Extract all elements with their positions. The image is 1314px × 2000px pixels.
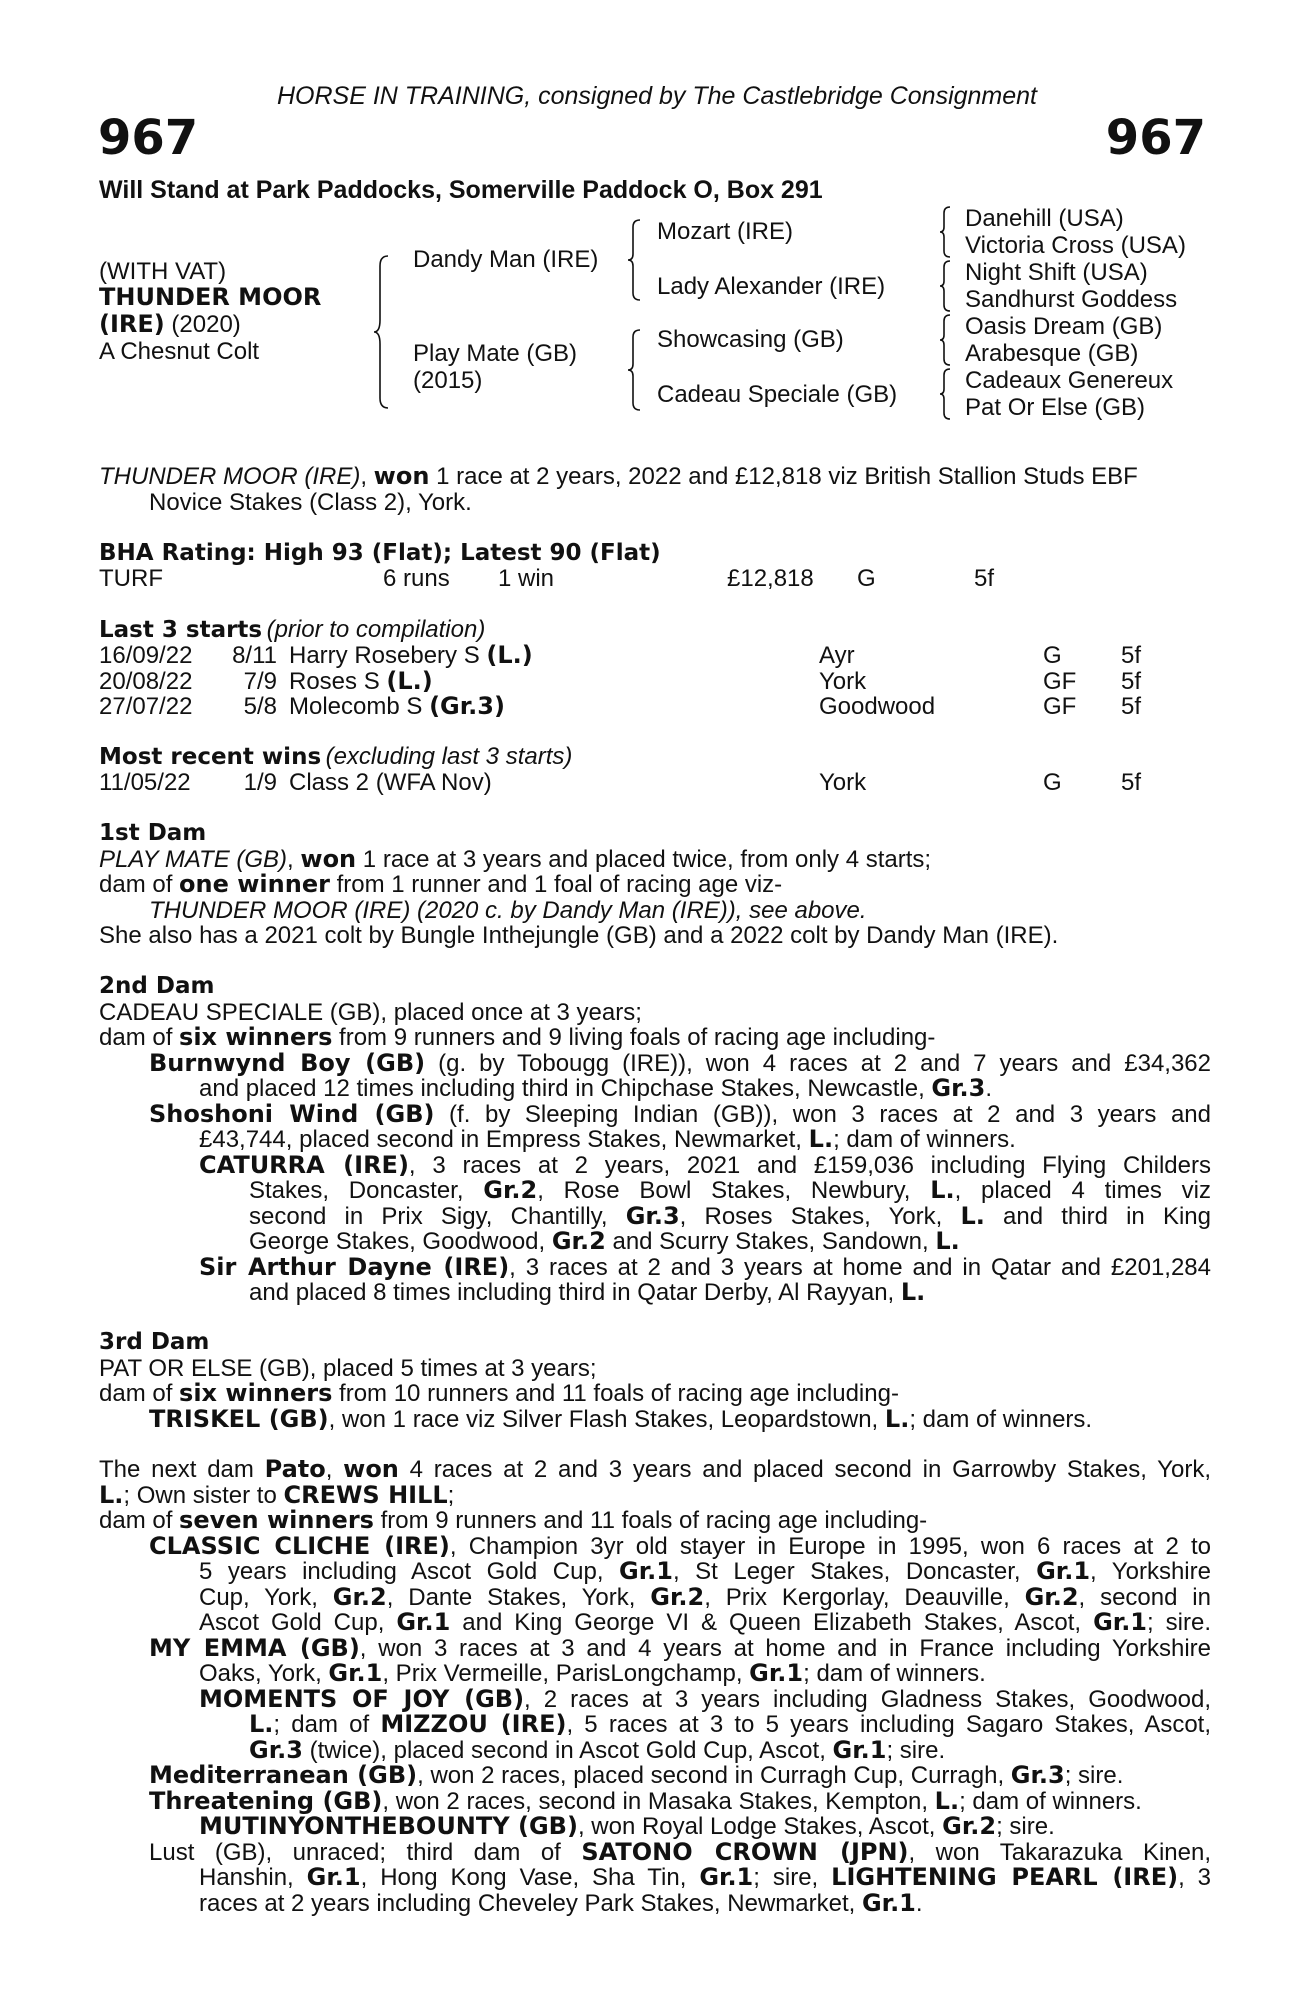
run-position: 5/8 (243, 693, 277, 720)
grade: Gr.1 (1093, 1608, 1148, 1636)
text: and placed 8 times including third in Qatar Derby, Al Rayyan, (249, 1279, 901, 1306)
run-race-name: Class 2 (WFA Nov) (289, 769, 492, 796)
run-date: 20/08/22 (99, 667, 193, 695)
grade: Gr.1 (699, 1863, 754, 1891)
first-dam-winners: one winner (179, 870, 330, 898)
produce-entry (99, 1786, 1211, 1815)
run-race-grade: (L.) (386, 666, 433, 695)
recent-wins-table (99, 770, 1161, 796)
second-dam-name: CADEAU SPECIALE (GB), placed once at 3 years; (99, 998, 642, 1026)
text: (twice), placed second in Ascot Gold Cup, Ascot, (302, 1736, 833, 1764)
third-dam-heading: 3rd Dam (99, 1329, 210, 1355)
produce-entry (99, 1099, 1211, 1128)
horse-name-line2 (99, 311, 241, 338)
run-date: 16/09/22 (99, 642, 193, 669)
brace-horse (372, 254, 392, 410)
run-race-grade: (Gr.3) (429, 692, 505, 720)
text: , Dante Stakes, York, (386, 1583, 651, 1611)
pedigree-g1: Danehill (USA) (965, 205, 1124, 232)
run-going: GF (1043, 667, 1077, 695)
text: ; sire, (753, 1864, 832, 1891)
text: from 1 runner and 1 foal of racing age viz- (329, 871, 783, 898)
pedigree-g2: Victoria Cross (USA) (965, 232, 1186, 259)
pedigree-g5: Oasis Dream (GB) (965, 313, 1163, 340)
vat-label: (WITH VAT) (99, 258, 227, 285)
text: , won 3 races at 3 and 4 years at home and in France including Yorkshire (359, 1634, 1212, 1662)
run-distance: 5f (1121, 667, 1142, 695)
horse-country: (IRE) (99, 310, 165, 338)
grade: L. (249, 1710, 274, 1738)
text: , St Leger Stakes, Doncaster, (672, 1558, 1037, 1585)
text: , won 2 races, placed second in Curragh Cup, Curragh, (417, 1762, 1011, 1789)
summary-line2: Novice Stakes (Class 2), York. (149, 488, 472, 516)
rating-runs: 6 runs (383, 565, 450, 592)
text: , 3 races at 2 years, 2021 and £159,036 including Flying Childers (408, 1151, 1211, 1179)
produce-entry (99, 1404, 1211, 1433)
first-dam-won: won (300, 844, 357, 873)
text: ; sire. (1064, 1762, 1124, 1789)
grade: Gr.1 (306, 1863, 361, 1891)
run-position: 8/11 (232, 642, 277, 669)
text: , won Royal Lodge Stakes, Ascot, (577, 1813, 943, 1840)
text: , Prix Kergorlay, Deauville, (704, 1583, 1025, 1611)
run-position: 1/9 (243, 769, 277, 796)
text: The next dam (99, 1456, 265, 1483)
text: . (985, 1075, 993, 1102)
second-dam-heading: 2nd Dam (99, 973, 215, 999)
stand-location: Will Stand at Park Paddocks, Somerville Paddock O, Box 291 (99, 176, 823, 204)
grade: Gr.3 (931, 1074, 986, 1102)
third-dam-section (99, 1330, 1211, 1432)
pedigree-dam: Play Mate (GB) (413, 340, 578, 367)
text: and Scurry Stakes, Sandown, (605, 1228, 936, 1255)
text: , Prix Vermeille, ParisLongchamp, (382, 1660, 750, 1687)
run-going: G (1043, 769, 1062, 796)
next-dam-winners: seven winners (179, 1506, 374, 1534)
text: ; dam of winners. (909, 1405, 1093, 1433)
third-dam-name: PAT OR ELSE (GB), placed 5 times at 3 years; (99, 1354, 597, 1382)
first-dam-section (99, 821, 1211, 949)
grade: Gr.1 (396, 1608, 451, 1636)
run-course: Ayr (819, 642, 855, 669)
pedigree-g3: Night Shift (USA) (965, 259, 1148, 286)
brace-sire (626, 218, 644, 302)
brace-g1 (938, 205, 954, 259)
grade: Gr.2 (332, 1582, 387, 1611)
text: Lust (GB), unraced; third dam of (149, 1838, 582, 1866)
grade: L. (99, 1480, 124, 1509)
last3-heading (99, 617, 485, 643)
produce-entry (99, 1531, 1212, 1560)
pedigree-g6: Arabesque (GB) (965, 340, 1139, 367)
text: 4 races at 2 and 3 years and placed second in Garrowby Stakes, York, (398, 1456, 1211, 1483)
brace-g3 (938, 313, 954, 367)
text: and placed 12 times including third in Chipchase Stakes, Newcastle, (199, 1075, 932, 1102)
second-dam-winners: six winners (179, 1023, 333, 1051)
text: dam of (99, 1507, 180, 1534)
produce-name: CLASSIC CLICHE (IRE) (149, 1531, 450, 1560)
text: , won 2 races, second in Masaka Stakes, Kempton, (382, 1787, 935, 1815)
text: from 9 runners and 11 foals of racing age including- (373, 1507, 928, 1534)
run-date: 27/07/22 (99, 693, 193, 720)
run-race-name: Roses S (289, 667, 380, 695)
produce-entry (99, 1763, 1211, 1789)
grade: Gr.2 (483, 1176, 538, 1204)
first-dam-record: 1 race at 3 years and placed twice, from only 4 starts; (356, 845, 932, 873)
text: , Yorkshire (1090, 1558, 1211, 1585)
text: ; sire. (1147, 1609, 1212, 1636)
text: second in Prix Sigy, Chantilly, (249, 1202, 626, 1230)
table-row (99, 669, 1161, 695)
produce-entry (99, 1048, 1212, 1077)
brace-g4 (938, 367, 954, 421)
run-race (289, 694, 819, 720)
text: (f. by Sleeping Indian (GB)), won 3 races at 2 and 3 years and (434, 1100, 1211, 1128)
text: Stakes, Doncaster, (249, 1177, 484, 1204)
produce-entry (99, 1814, 1211, 1840)
run-race-name: Harry Rosebery S (289, 642, 480, 669)
grade: Gr.1 (832, 1735, 887, 1764)
text: ; dam of (273, 1711, 381, 1738)
text: ; Own sister to (123, 1481, 284, 1509)
produce-entry (99, 1837, 1211, 1866)
second-dam-section (99, 974, 1211, 1306)
grade: Gr.2 (942, 1812, 997, 1840)
pedigree-dam-sire: Showcasing (GB) (657, 326, 844, 353)
text: from 10 runners and 11 foals of racing age including- (332, 1380, 899, 1407)
separator: , (287, 845, 301, 873)
text: ; sire. (886, 1736, 946, 1764)
run-distance: 5f (1121, 769, 1142, 796)
brace-dam (626, 328, 644, 412)
grade: Gr.3 (1010, 1761, 1065, 1789)
separator: , (325, 1456, 344, 1483)
produce-name: TRISKEL (GB) (149, 1404, 329, 1433)
grade: L. (900, 1278, 926, 1306)
horse-name: THUNDER MOOR (99, 283, 322, 311)
last3-table (99, 643, 1161, 720)
run-race (289, 643, 819, 669)
grade: L. (808, 1125, 834, 1153)
text: , second in (1078, 1583, 1211, 1611)
rating-distance: 5f (974, 565, 995, 592)
text: ; dam of winners. (803, 1660, 986, 1687)
text: , placed 4 times viz (954, 1177, 1211, 1204)
text: Oaks, York, (199, 1660, 329, 1687)
text: , Hong Kong Vase, Sha Tin, (360, 1864, 700, 1891)
first-dam-produce: THUNDER MOOR (IRE) (2020 c. by Dandy Man (IRE)), see above. (149, 896, 867, 924)
pedigree-sire: Dandy Man (IRE) (413, 246, 599, 273)
table-row (99, 770, 1161, 796)
run-race-grade: (L.) (486, 641, 533, 669)
grade: Gr.2 (1024, 1582, 1079, 1611)
grade: Gr.1 (1036, 1557, 1091, 1585)
run-going: GF (1043, 693, 1077, 720)
text: , Roses Stakes, York, (679, 1202, 961, 1230)
lot-number-left: 967 (98, 110, 199, 166)
sibling-name: CREWS HILL (283, 1480, 448, 1509)
pedigree-sire-sire: Mozart (IRE) (657, 218, 794, 245)
grade: Gr.1 (861, 1888, 916, 1917)
pedigree-dam-dam: Cadeau Speciale (GB) (657, 381, 898, 408)
text: Cup, York, (199, 1583, 333, 1611)
recent-heading-bold: Most recent wins (99, 744, 322, 770)
grade: L. (935, 1227, 960, 1255)
grade: L. (934, 1786, 960, 1815)
produce-name: MIZZOU (IRE) (380, 1710, 567, 1738)
first-dam-note: She also has a 2021 colt by Bungle Inthejungle (GB) and a 2022 colt by Dandy Man (IRE). (99, 922, 1059, 949)
grade: L. (960, 1201, 985, 1230)
run-race-name: Molecomb S (289, 693, 423, 720)
rating-earnings: £12,818 (727, 565, 814, 592)
text: . (915, 1889, 923, 1917)
text: dam of (99, 1024, 180, 1051)
recent-wins-heading (99, 744, 572, 770)
text: ; (447, 1481, 455, 1509)
run-date: 11/05/22 (99, 769, 191, 796)
text: dam of (99, 871, 180, 898)
recent-heading-note: (excluding last 3 starts) (325, 743, 573, 770)
run-race (289, 666, 819, 695)
produce-name: MOMENTS OF JOY (GB) (199, 1684, 525, 1713)
grade: Gr.3 (625, 1201, 680, 1230)
produce-name: Sir Arthur Dayne (IRE) (199, 1252, 510, 1281)
produce-name: Threatening (GB) (149, 1786, 383, 1815)
text: from 9 runners and 9 living foals of racing age including- (332, 1024, 936, 1051)
text: 5 years including Ascot Gold Cup, (199, 1558, 620, 1585)
grade: Gr.3 (249, 1735, 303, 1764)
produce-name: SATONO CROWN (JPN) (581, 1837, 909, 1866)
text: and King George VI & Queen Elizabeth Stakes, Ascot, (450, 1609, 1094, 1636)
first-dam-name: PLAY MATE (GB) (99, 845, 288, 873)
grade: Gr.1 (619, 1557, 673, 1585)
text: , 2 races at 3 years including Gladness Stakes, Goodwood, (524, 1685, 1211, 1713)
run-going: G (1043, 642, 1062, 669)
grade: L. (930, 1176, 955, 1204)
text: , 5 races at 3 to 5 years including Sagaro Stakes, Ascot, (566, 1711, 1212, 1738)
text: ; dam of winners. (959, 1787, 1142, 1815)
pedigree-g8: Pat Or Else (GB) (965, 394, 1146, 421)
text: , won 1 race viz Silver Flash Stakes, Leopardstown, (328, 1405, 885, 1433)
text: (g. by Tobougg (IRE)), won 4 races at 2 and 7 years and £34,362 (425, 1049, 1212, 1077)
pedigree-dam-year: (2015) (413, 367, 483, 394)
pedigree-g7: Cadeaux Genereux (965, 367, 1174, 394)
text: Ascot Gold Cup, (199, 1609, 397, 1636)
horse-description: A Chesnut Colt (99, 338, 260, 365)
produce-entry (99, 1633, 1212, 1662)
summary-horse-name: THUNDER MOOR (IRE) (99, 463, 361, 490)
run-course: Goodwood (819, 693, 936, 720)
produce-name: Burnwynd Boy (GB) (149, 1048, 426, 1077)
produce-name: LIGHTENING PEARL (IRE) (831, 1863, 1179, 1891)
grade: Gr.2 (551, 1227, 606, 1255)
text: dam of (99, 1380, 180, 1407)
run-distance: 5f (1121, 642, 1142, 669)
produce-entry (99, 1684, 1211, 1713)
produce-entry (99, 1252, 1212, 1281)
rating-going: G (857, 565, 876, 592)
text: , Rose Bowl Stakes, Newbury, (537, 1177, 931, 1204)
horse-year: (2020) (164, 311, 241, 338)
produce-name: MY EMMA (GB) (149, 1633, 360, 1662)
produce-name: MUTINYONTHEBOUNTY (GB) (199, 1812, 578, 1840)
table-row (99, 694, 1161, 720)
text: , 3 races at 2 and 3 years at home and in Qatar and £201,284 (509, 1253, 1212, 1281)
text: ; dam of winners. (833, 1126, 1016, 1153)
produce-entry (99, 1150, 1211, 1179)
brace-g2 (938, 259, 954, 313)
bha-rating-heading: BHA Rating: High 93 (Flat); Latest 90 (Flat) (99, 540, 661, 566)
next-dam-won: won (343, 1455, 399, 1483)
next-dam-name: Pato (264, 1455, 326, 1483)
text: , 3 (1178, 1864, 1212, 1891)
race-summary: THUNDER MOOR (IRE), won 1 race at 2 years, 2022 and £12,818 viz British Stallion Studs EBF Novice Stakes (Class 2), York. (99, 464, 1211, 515)
text: £43,744, placed second in Empress Stakes, Newmarket, (199, 1126, 809, 1153)
next-dam-section (99, 1457, 1211, 1916)
produce-name: CATURRA (IRE) (199, 1150, 409, 1179)
produce-name: Shoshoni Wind (GB) (149, 1099, 435, 1128)
first-dam-heading: 1st Dam (99, 820, 207, 846)
text: and third in King (984, 1202, 1211, 1230)
grade: Gr.1 (328, 1659, 383, 1687)
third-dam-winners: six winners (179, 1379, 333, 1407)
run-distance: 5f (1121, 693, 1142, 720)
text: , won Takarazuka Kinen, (908, 1838, 1211, 1866)
summary-text: 1 race at 2 years, 2022 and £12,818 viz British Stallion Studs EBF (429, 463, 1138, 490)
grade: Gr.2 (650, 1582, 705, 1611)
text: , Champion 3yr old stayer in Europe in 1995, won 6 races at 2 to (449, 1532, 1212, 1560)
table-row (99, 643, 1161, 669)
text: George Stakes, Goodwood, (249, 1228, 552, 1255)
pedigree-sire-dam: Lady Alexander (IRE) (657, 273, 886, 300)
pedigree-g4: Sandhurst Goddess (965, 286, 1178, 313)
run-course: York (819, 667, 867, 695)
grade: L. (884, 1404, 910, 1433)
last3-heading-bold: Last 3 starts (99, 617, 263, 643)
summary-won: won (373, 462, 430, 490)
grade: Gr.1 (749, 1659, 804, 1687)
last3-heading-note: (prior to compilation) (266, 616, 486, 643)
text: races at 2 years including Cheveley Park Stakes, Newmarket, (199, 1889, 862, 1917)
consignment-line: HORSE IN TRAINING, consigned by The Castlebridge Consignment (276, 82, 1038, 110)
produce-name: Mediterranean (GB) (149, 1761, 418, 1789)
text: ; sire. (996, 1813, 1055, 1840)
text: Hanshin, (199, 1864, 307, 1891)
lot-number-right: 967 (1105, 110, 1206, 166)
rating-surface: TURF (99, 565, 163, 592)
run-course: York (819, 769, 867, 796)
run-position: 7/9 (243, 667, 277, 695)
rating-wins: 1 win (498, 565, 555, 592)
